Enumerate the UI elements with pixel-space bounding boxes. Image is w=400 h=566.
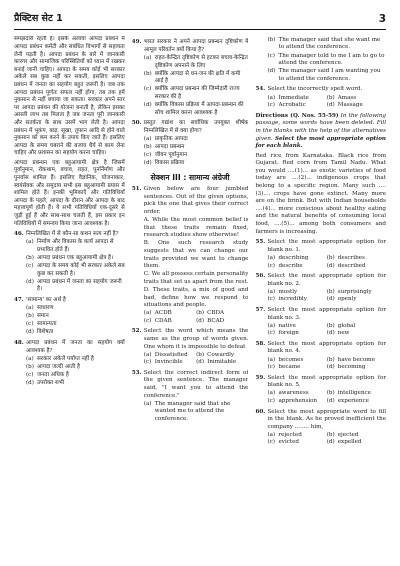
- option: [14, 329, 125, 337]
- option: [14, 279, 125, 294]
- option-grid: [255, 323, 386, 338]
- option-text: experience: [337, 398, 369, 405]
- option-text: क्योंकि विकास प्रक्रिया में आपदा-प्रबन्धन की सोच शामिल करना आवश्यक है: [154, 102, 244, 116]
- option: [267, 398, 326, 406]
- option-text: आपदा प्रबन्धन: [154, 144, 185, 151]
- option-id: (c): [143, 152, 152, 159]
- option-id: (a): [267, 356, 276, 363]
- option-id: (b): [326, 356, 335, 363]
- option-text: सामान्यता: [37, 321, 57, 328]
- option: [267, 330, 326, 338]
- option: [267, 95, 326, 103]
- option-id: (d): [26, 379, 34, 386]
- option: [267, 364, 326, 372]
- option-id: (d): [326, 398, 335, 405]
- option-text: describes: [337, 254, 365, 261]
- option-text: जनता अधिक है: [37, 371, 69, 378]
- option-text: Massage: [337, 102, 363, 109]
- option: [144, 310, 196, 318]
- question-56: [255, 273, 386, 288]
- jumbled-sentence: A. While the most common belief is that these traits remain fixed, research studies show otherwise!: [143, 217, 249, 239]
- question-number: 50.: [131, 120, 142, 127]
- question-text: Select the most appropriate option for blank no. 5.: [267, 374, 386, 389]
- option-id: (a): [267, 254, 276, 261]
- option-id: (b): [326, 431, 335, 438]
- option: [267, 439, 326, 447]
- option: [132, 102, 249, 117]
- option-text: Cowardly: [207, 351, 235, 358]
- option-text: Amass: [337, 94, 357, 101]
- option: [132, 152, 249, 160]
- option: [327, 432, 386, 440]
- option-text: awareness: [278, 390, 309, 397]
- option: [14, 313, 125, 321]
- option-id: (c): [267, 330, 275, 337]
- question-number: 51.: [131, 186, 142, 193]
- directions-label: Directions (Q. Nos. 55-59): [255, 112, 339, 119]
- option: [255, 37, 386, 52]
- question-text: Select the most appropriate option for blank no. 2.: [267, 273, 386, 287]
- option-text: निर्माण और विकास के कार्य आपदा से प्रभावित होते हैं।: [37, 239, 114, 253]
- option-id: (c): [143, 317, 152, 324]
- option-id: (d): [326, 439, 335, 446]
- option-grid: [255, 357, 386, 372]
- option-id: (b): [267, 36, 276, 43]
- option-grid: [255, 255, 386, 270]
- option: [144, 352, 196, 360]
- option-text: native: [278, 322, 296, 329]
- option: [196, 318, 248, 326]
- option-id: (b): [196, 310, 205, 317]
- question-49: [132, 39, 249, 54]
- option: [14, 263, 125, 278]
- option: [267, 323, 326, 331]
- option-text: BCAD: [207, 317, 225, 324]
- option-grid: [132, 310, 249, 325]
- option-id: (d): [196, 317, 205, 324]
- question-text: Select the most appropriate option for blank no. 1.: [267, 239, 386, 253]
- option-grid: [255, 390, 386, 405]
- question-51: [132, 186, 249, 216]
- option-id: (c): [267, 364, 275, 371]
- option-text: The manager said that she want me to attend the conference.: [278, 36, 381, 51]
- option: [14, 364, 125, 372]
- option: [255, 53, 386, 68]
- passage-paragraph: समझदारी रहती है। इसके अलावा आपदा प्रबंधन में आपदा प्रबंधन कमेटी और संबंधित विभागों से सहायता लेनी पड़ती है। आपदा प्रबंधन के बारे में जानकारी कारगर और सामाजिक परिस्थितियों को ध्यान में रखकर बनाई जानी चाहिए। आपदा के समय कोई भी सरकार अकेले सब कुछ नहीं कर सकती, इसलिए आपदा प्रबंधन में जनता का सहयोग बहुत जरूरी है। जब तक आपदा प्रबंधन पूर्णतः सफल नहीं होगा, तब तक हमें नुकसान से नहीं बचाया जा सकता। सरकार अपने स्तर पर आपदा प्रबंधन की योजना बनाती है, लेकिन इसका असली लाभ तब मिलता है जब जनता पूरी जानकारी और सतर्कता के साथ उसमें भाग लेती है। आपदा प्रबंधन में भूकंप, बाढ़, सूखा, तूफान आदि से होने वाले नुकसान को कम करने के उपाय किए जाते हैं। इसलिए आपदा के समय घबराने की बजाय धैर्य से काम लेना चाहिए और प्रशासन का सहयोग करना चाहिए।: [14, 36, 125, 157]
- question-57: [255, 307, 386, 322]
- option: [255, 68, 386, 83]
- option: [14, 380, 125, 388]
- option-id: (c): [143, 86, 152, 93]
- option-id: (a): [26, 355, 34, 362]
- option: [196, 359, 248, 367]
- question-number: 60.: [255, 408, 266, 415]
- option: [267, 102, 326, 110]
- option-text: आपदा प्रबंधन एक बहुआयामी क्षेत्र है।: [37, 255, 114, 262]
- option-text: जीवन पूर्वानुमान: [154, 152, 188, 159]
- question-48: [14, 340, 125, 355]
- option: [327, 330, 386, 338]
- option: [14, 372, 125, 380]
- question-50: [132, 120, 249, 135]
- option-id: (a): [143, 55, 152, 62]
- option-id: (b): [143, 70, 152, 77]
- option: [327, 289, 386, 297]
- question-number: 47.: [14, 296, 24, 303]
- option-id: (d): [326, 364, 335, 371]
- option: [132, 144, 249, 152]
- option: [267, 432, 326, 440]
- option-text: समान: [37, 313, 49, 320]
- option-id: (d): [26, 278, 34, 285]
- option-id: (c): [26, 321, 34, 328]
- option-id: (b): [26, 255, 34, 262]
- option-text: आपदा के समय कोई भी सरकार अकेले सब कुछ कर सकती है।: [37, 263, 125, 277]
- option-text: incredibly: [278, 296, 307, 303]
- question-58: [255, 341, 386, 356]
- option-grid: [132, 352, 249, 367]
- option-text: ACDB: [154, 310, 172, 317]
- option-text: surprisingly: [337, 288, 372, 295]
- option-text: क्योंकि आपदा प्रबन्धन की जिम्मेदारी राज्य सरकार की है: [154, 86, 240, 101]
- option: [327, 398, 386, 406]
- question-60: [255, 409, 386, 432]
- question-number: 48.: [14, 339, 24, 346]
- question-text: निम्नलिखित में से कौन-सा कथन सत्य नहीं है?: [26, 231, 119, 238]
- question-text: Select the incorrectly spelt word.: [267, 86, 363, 93]
- option-text: described: [337, 262, 366, 269]
- option-grid: [255, 289, 386, 304]
- question-text: आपदा प्रबंधन में जनता का सहयोग क्यों आवश्यक है?: [26, 339, 125, 354]
- option-id: (d): [196, 359, 205, 366]
- option: [132, 136, 249, 144]
- option-id: (a): [267, 322, 276, 329]
- option-id: (a): [143, 310, 152, 317]
- passage-paragraph: आपदा प्रबन्धन एक बहुआयामी क्षेत्र है जिसमें पूर्वानुमान, रोकथाम, बचाव, राहत, पुनर्निर्माण और पुनर्वास शामिल हैं। इसलिए वैज्ञानिक, योजनाकार, स्वयंसेवक और समुदाय सभी इस बहुआयामी प्रयास में शामिल होते हैं। इनकी भूमिकाएँ और गतिविधियाँ आपदा के पहले, आपदा के दौरान और आपदा के बाद महत्त्वपूर्ण होती हैं। ये सभी गतिविधियाँ एक-दूसरे से जुड़ी हुई हैं और साथ-साथ चलती हैं, इस प्रकार इन गतिविधियों में समन्वय किया जाना आवश्यक है।: [14, 159, 125, 227]
- question-53: [132, 370, 249, 400]
- column-2: [132, 36, 249, 556]
- option-text: foreign: [278, 330, 299, 337]
- option-text: Acrobatic: [278, 102, 306, 109]
- option: [132, 401, 249, 424]
- question-number: 58.: [255, 340, 266, 347]
- option: [267, 390, 326, 398]
- option: [132, 86, 249, 101]
- question-number: 53.: [131, 369, 142, 376]
- option-id: (b): [143, 144, 152, 151]
- question-text: Select the correct indirect form of the given sentence. The manager said, "I want you to attend the conference.": [143, 369, 249, 399]
- option-id: (d): [326, 296, 335, 303]
- option-text: The manager said I am wanting you to attend the conference.: [278, 68, 381, 82]
- option-id: (b): [326, 322, 335, 329]
- option: [267, 296, 326, 304]
- option-id: (a): [267, 94, 276, 101]
- option-text: आपदा जल्दी आती है: [37, 363, 80, 370]
- option-id: (a): [143, 136, 152, 143]
- cloze-passage: Red rice from Karnataka. Black rice from Gujarat. Red corn from Tamil Nadu. What you would ....(1)... as exotic varieties of food today are ....(2)... indigenous crops that belong to a specific region. Many such ....(3).... crops have gone extinct. Many more are on the brink. But with Indian households ....(4)... more conscious about healthy eating and the natural benefits of consuming local food, ....(5)... among both consumers and farmers is increasing.: [255, 152, 386, 235]
- option-text: becoming: [337, 364, 366, 371]
- question-text: Select the most appropriate option for blank no. 3.: [267, 306, 386, 321]
- question-number: 55.: [255, 239, 266, 246]
- header-rule: [14, 29, 386, 30]
- question-47: [14, 297, 125, 305]
- option: [144, 359, 196, 367]
- question-55: [255, 239, 386, 254]
- option-id: (c): [267, 439, 275, 446]
- directions-instruction: Select the most appropriate option for each blank.: [255, 135, 386, 150]
- option: [132, 71, 249, 86]
- option: [144, 318, 196, 326]
- question-number: 56.: [255, 273, 266, 280]
- option-id: (b): [326, 254, 335, 261]
- option-text: आपदा प्रबंधन में जनता का सहयोग जरूरी है।: [37, 278, 122, 293]
- option-id: (c): [26, 371, 34, 378]
- option-text: प्राकृतिक आपदा: [154, 136, 188, 143]
- option: [327, 357, 386, 365]
- question-46: [14, 231, 125, 239]
- option-id: (c): [267, 262, 275, 269]
- jumbled-sentence: B. One such research study suggests that we can change our traits provided we want to change them.: [143, 240, 249, 270]
- option: [267, 255, 326, 263]
- option: [267, 357, 326, 365]
- option-id: (c): [26, 263, 34, 270]
- option: [132, 55, 249, 70]
- option-text: becomes: [278, 356, 304, 363]
- option-text: विकास प्रक्रिया: [154, 160, 185, 167]
- option-text: apprehension: [278, 398, 318, 405]
- option-text: क्योंकि आपदा से धन-जन की क्षति में कमी आई है: [154, 70, 241, 85]
- option-id: (c): [267, 398, 275, 405]
- option-text: The manager said that she wanted me to attend the conference.: [154, 400, 231, 422]
- option-id: (b): [326, 288, 335, 295]
- question-text: 'सामान्य' का अर्थ है: [26, 296, 66, 303]
- option-text: CBDA: [207, 310, 225, 317]
- option-id: (c): [267, 52, 275, 59]
- option-text: उपरोक्त सभी: [37, 379, 65, 386]
- option-text: Invincible: [154, 359, 183, 366]
- option-grid: [255, 95, 386, 110]
- option: [327, 95, 386, 103]
- option-id: (b): [26, 363, 34, 370]
- option-id: (b): [196, 351, 205, 358]
- option-id: (a): [26, 305, 34, 312]
- option-id: (d): [267, 68, 276, 75]
- option-text: expelled: [337, 439, 362, 446]
- option-grid: [255, 432, 386, 447]
- option-id: (d): [326, 330, 335, 337]
- option-text: Inimitable: [207, 359, 237, 366]
- option-text: new: [337, 330, 350, 337]
- question-number: 59.: [255, 374, 266, 381]
- option: [327, 255, 386, 263]
- option: [327, 102, 386, 110]
- directions-body: In the following passage, some words have been deleted. Fill in the blanks with the help of the alternatives given.: [255, 112, 386, 142]
- question-number: 49.: [131, 39, 142, 46]
- option-id: (d): [26, 329, 34, 336]
- option-text: The manager told to me I am to go to attend the conference.: [278, 52, 385, 67]
- option-text: have become: [337, 356, 375, 363]
- question-52: [132, 328, 249, 351]
- option-text: openly: [337, 296, 357, 303]
- option-text: intelligence: [337, 390, 371, 397]
- option-id: (d): [143, 102, 152, 109]
- option-id: (c): [267, 102, 275, 109]
- option-text: CDAB: [154, 317, 172, 324]
- option: [327, 439, 386, 447]
- question-text: प्रस्तुत गद्यांश का सर्वाधिक उपयुक्त शीर्षक निम्नलिखित में से क्या होगा?: [143, 120, 249, 134]
- question-text: Select the word which means the same as the group of words given. One whom it is impossible to defeat: [143, 328, 249, 350]
- option: [327, 296, 386, 304]
- option-text: ejected: [337, 431, 359, 438]
- option-text: describe: [278, 262, 303, 269]
- option: [267, 263, 326, 271]
- option: [327, 364, 386, 372]
- set-title: प्रैक्टिस सेट 1: [14, 13, 63, 25]
- option-text: Dissatisfied: [154, 351, 188, 358]
- option: [327, 390, 386, 398]
- option: [196, 310, 248, 318]
- jumbled-sentence: D. These traits, a mix of good and bad, define how we respond to situations and people.: [143, 286, 249, 309]
- option-id: (b): [326, 390, 335, 397]
- question-number: 57.: [255, 306, 266, 313]
- question-number: 54.: [255, 86, 266, 93]
- option: [327, 263, 386, 271]
- option-id: (c): [143, 359, 152, 366]
- column-3: [255, 36, 386, 556]
- jumbled-sentence: C. We all possess certain personality traits that set us apart from the rest.: [143, 271, 249, 285]
- option-text: राहत-केन्द्रित दृष्टिकोण से हटकर बचाव-केन्द्रित दृष्टिकोण अपनाने के लिए: [154, 55, 248, 69]
- question-text: Select the most appropriate word to fill in the blank. As he proved inefficient the company ........ him,: [267, 408, 386, 430]
- option-id: (d): [326, 262, 335, 269]
- columns: [14, 36, 386, 556]
- option-id: (a): [143, 400, 152, 407]
- option-text: सरकार अकेले पर्याप्त नहीं है: [37, 355, 94, 362]
- option-id: (b): [326, 94, 335, 101]
- option-text: describing: [278, 254, 309, 261]
- option-id: (d): [326, 102, 335, 109]
- option: [132, 160, 249, 168]
- option-text: rejected: [278, 431, 302, 438]
- option-id: (a): [267, 390, 276, 397]
- option-text: विशेषता: [37, 329, 54, 336]
- page-header: [14, 10, 386, 26]
- option-text: became: [278, 364, 301, 371]
- option-id: (a): [267, 288, 276, 295]
- option-id: (d): [143, 160, 152, 167]
- option-id: (a): [267, 431, 276, 438]
- option-text: mostly: [278, 288, 298, 295]
- page-number: 3: [378, 12, 386, 25]
- question-text: Given below are four jumbled sentences. Out of the given options, pick the one that gives their correct order.: [143, 186, 249, 215]
- option-id: (b): [26, 313, 34, 320]
- question-number: 52.: [131, 328, 142, 335]
- option-text: Immediate: [278, 94, 309, 101]
- option: [14, 305, 125, 313]
- option: [267, 289, 326, 297]
- option: [14, 255, 125, 263]
- option: [327, 323, 386, 331]
- question-text: भारत सरकार ने अपने आपदा प्रबन्धन दृष्टिकोण में आमूल परिवर्तन क्यों किया है?: [143, 39, 249, 53]
- section-heading: सेक्शन III : सामान्य अंग्रेजी: [150, 172, 230, 182]
- question-number: 46.: [14, 231, 24, 238]
- option-id: (a): [143, 351, 152, 358]
- column-1: [14, 36, 125, 556]
- question-59: [255, 375, 386, 390]
- question-text: Select the most appropriate option for blank no. 4.: [267, 340, 386, 355]
- option-id: (a): [26, 239, 34, 246]
- option-text: global: [337, 322, 356, 329]
- question-54: [255, 86, 386, 94]
- option: [14, 356, 125, 364]
- option: [14, 321, 125, 329]
- directions: [255, 113, 386, 151]
- option: [14, 239, 125, 254]
- option-text: साधारण: [37, 305, 54, 312]
- option-id: (c): [267, 296, 275, 303]
- option-text: evicted: [278, 439, 300, 446]
